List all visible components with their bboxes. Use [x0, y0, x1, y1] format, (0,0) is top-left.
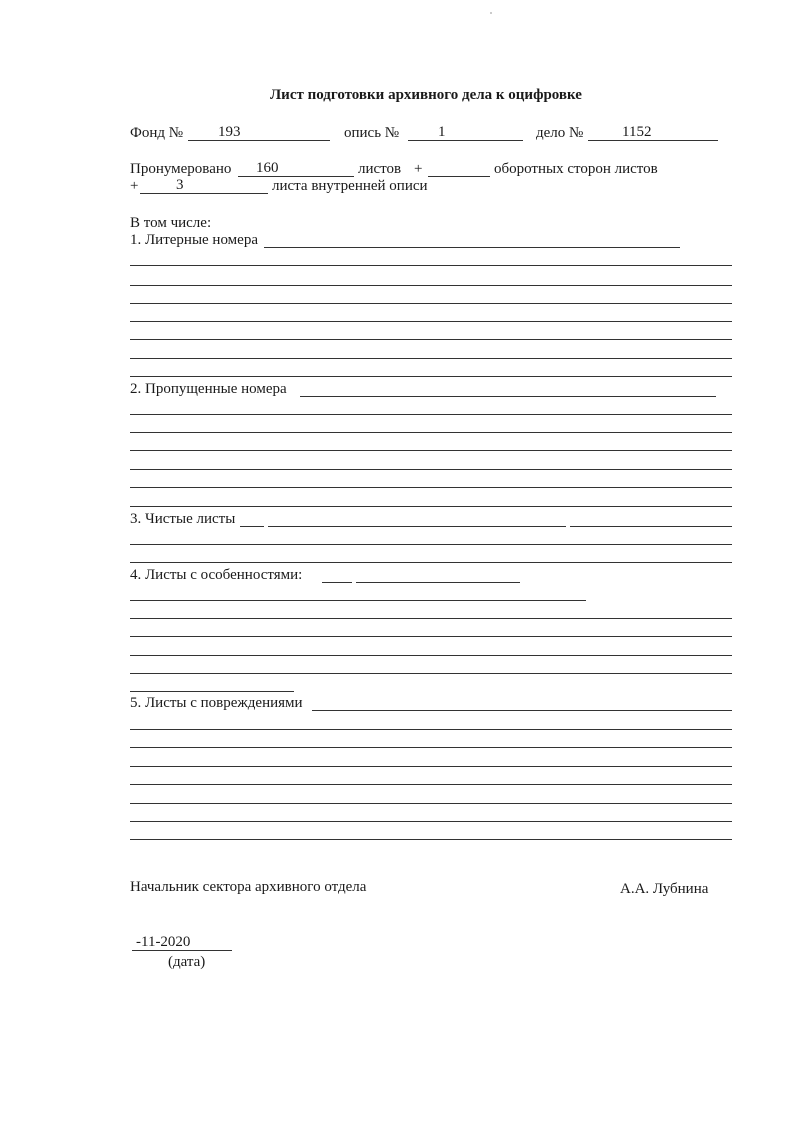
blank-line [130, 784, 732, 785]
section-5-inline-line [312, 710, 732, 711]
reverse-sides-underline [428, 176, 490, 177]
signatory-position: Начальник сектора архивного отдела [130, 879, 367, 895]
blank-line [130, 487, 732, 488]
inventory-underline [408, 140, 523, 141]
fund-label: Фонд № [130, 125, 184, 141]
date-value: -11-2020 [136, 934, 191, 950]
section-4-inline-line [356, 582, 520, 583]
internal-plus-sign: + [130, 178, 139, 194]
sheets-word: листов [358, 161, 402, 177]
section-2-inline-line [300, 396, 716, 397]
signatory-name: А.А. Лубнина [620, 881, 709, 897]
numbered-value: 160 [256, 160, 279, 176]
blank-line [130, 544, 732, 545]
numbered-label: Пронумеровано [130, 161, 232, 177]
document-title: Лист подготовки архивного дела к оцифровке [270, 87, 582, 103]
blank-line [130, 839, 732, 840]
blank-line [130, 803, 732, 804]
blank-line [130, 358, 732, 359]
blank-line [130, 432, 732, 433]
fund-underline [188, 140, 330, 141]
blank-line [130, 729, 732, 730]
internal-label: листа внутренней описи [272, 178, 428, 194]
blank-line [130, 414, 732, 415]
blank-line [130, 321, 732, 322]
inventory-value: 1 [438, 124, 446, 140]
section-3-inline-line [570, 526, 732, 527]
date-underline [132, 950, 232, 951]
blank-line [130, 469, 732, 470]
section-damaged-sheets: 5. Листы с повреждениями [130, 695, 303, 711]
section-3-inline-line [240, 526, 264, 527]
internal-value: 3 [176, 177, 184, 193]
fund-value: 193 [218, 124, 241, 140]
section-1-inline-line [264, 247, 680, 248]
blank-line [130, 618, 732, 619]
blank-line [130, 766, 732, 767]
file-value: 1152 [622, 124, 652, 140]
including-label: В том числе: [130, 215, 212, 231]
blank-line [130, 655, 732, 656]
date-label: (дата) [168, 954, 206, 970]
blank-line [130, 450, 732, 451]
section-4-inline-line [322, 582, 352, 583]
blank-line [130, 600, 586, 601]
section-literal-numbers: 1. Литерные номера [130, 232, 258, 248]
inventory-label: опись № [344, 125, 400, 141]
scan-speck [490, 12, 492, 14]
blank-line [130, 376, 732, 377]
internal-underline [140, 193, 268, 194]
blank-line [130, 303, 732, 304]
blank-line [130, 265, 732, 266]
blank-line [130, 673, 732, 674]
blank-line [130, 691, 294, 692]
blank-line [130, 636, 732, 637]
blank-line [130, 506, 732, 507]
blank-line [130, 285, 732, 286]
blank-line [130, 562, 732, 563]
blank-line [130, 747, 732, 748]
section-missing-numbers: 2. Пропущенные номера [130, 381, 287, 397]
file-label: дело № [536, 125, 584, 141]
section-blank-sheets: 3. Чистые листы [130, 511, 236, 527]
file-underline [588, 140, 718, 141]
blank-line [130, 339, 732, 340]
reverse-sides-label: оборотных сторон листов [494, 161, 658, 177]
blank-line [130, 821, 732, 822]
section-special-sheets: 4. Листы с особенностями: [130, 567, 303, 583]
plus-sign: + [414, 161, 423, 177]
section-3-inline-line [268, 526, 566, 527]
